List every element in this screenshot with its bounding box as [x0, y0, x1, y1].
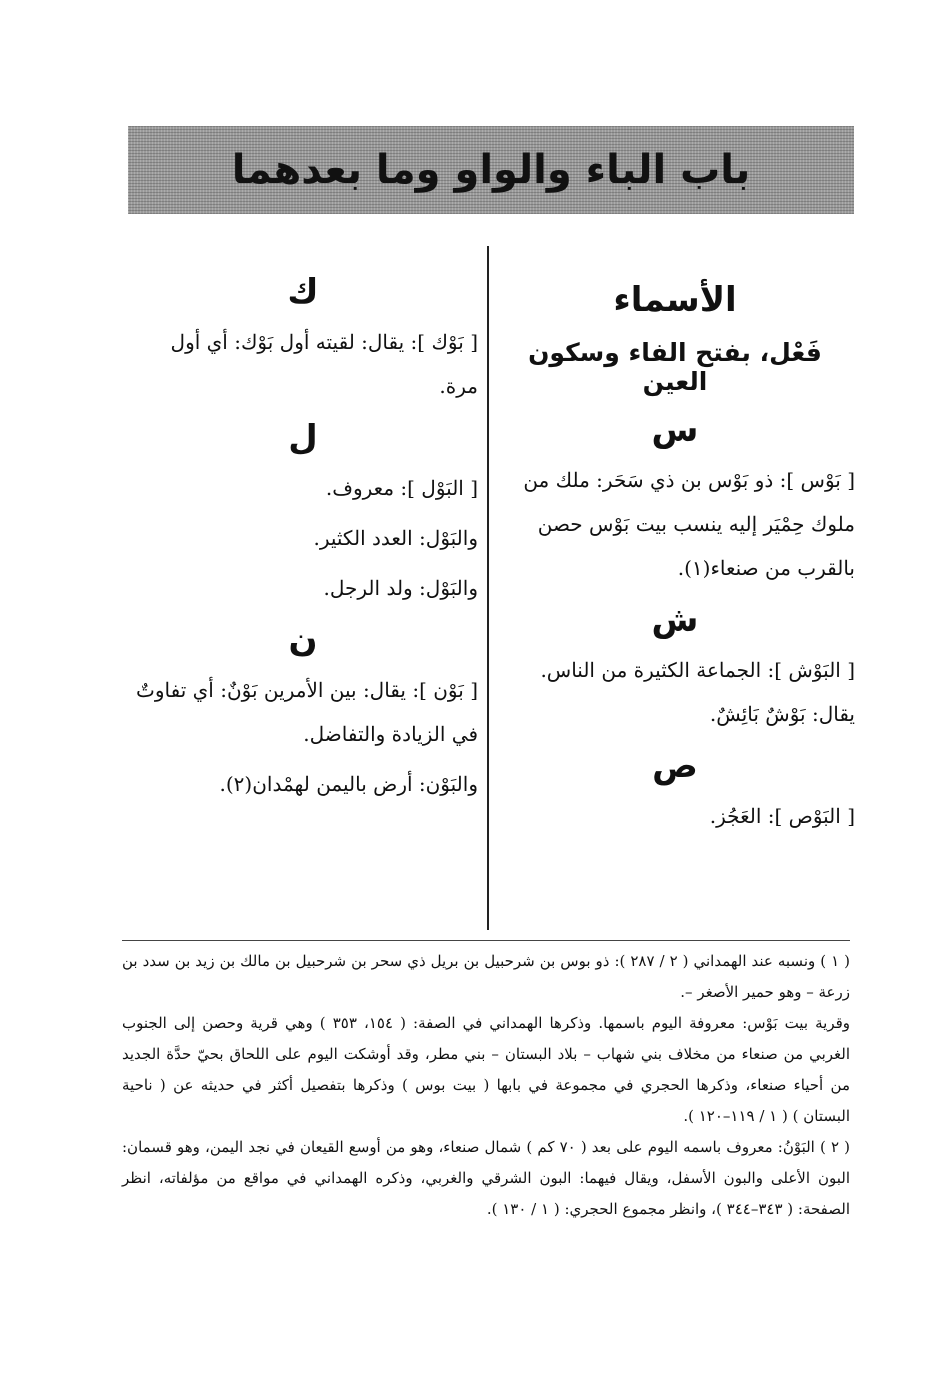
dictionary-entry: والبَوْن: أرض باليمن لهمْدان(٢).	[219, 772, 478, 796]
dictionary-entry: [ البَوْل ]: معروف.	[325, 476, 478, 500]
right-column	[495, 262, 855, 844]
footnote-rule	[122, 940, 850, 941]
footnote: ( ١ ) ونسبه عند الهمداني ( ٢ / ٢٨٧ ): ذو بوس بن شرحبيل بن بريل ذي سحر بن شرحبيل بن مالك بن زيد بن سدد بن زرعة – وهو حمير الأصغر –.	[122, 952, 850, 1001]
letter-heading: ل	[288, 418, 318, 458]
left-column	[128, 262, 478, 812]
dictionary-entry: [ بَوْن ]: يقال: بين الأمرين بَوْنٌ: أي تفاوتٌ في الزيادة والتفاضل.	[136, 678, 478, 746]
dictionary-entry: والبَوْل: ولد الرجل.	[323, 576, 478, 600]
letter-heading: ن	[288, 620, 318, 660]
letter-heading: س	[651, 410, 699, 450]
footnote: ( ٢ ) البَوْنُ: معروف باسمه اليوم على بعد ( ٧٠ كم ) شمال صنعاء، وهو من أوسع القيعان في نجد اليمن، وهو قسمان: البون الأعلى والبون الأسفل، ويقال فيهما: البون الشرقي والغربي، وذكره الهمداني في مواقع من مؤلفاته، انظر الصفحة: ( ٣٤٣–٣٤٤ )، وانظر مجموع الحجري: ( ١ / ١٣٠ ).	[122, 1138, 850, 1218]
section-heading: الأسماء	[613, 280, 737, 320]
dictionary-entry: [ بَوْك ]: يقال: لقيته أول بَوْك: أي أول مرة.	[170, 330, 478, 398]
dictionary-entry: [ البَوْص ]: العَجُز.	[709, 804, 855, 828]
chapter-title: باب الباء والواو وما بعدهما	[231, 147, 751, 193]
column-divider	[487, 246, 489, 930]
letter-heading: ص	[652, 746, 698, 786]
letter-heading: ك	[287, 272, 319, 312]
footnote: وقرية بيت بَوْس: معروفة اليوم باسمها. وذكرها الهمداني في الصفة: ( ١٥٤، ٣٥٣ ) وهي قرية وحصن إلى الجنوب الغربي من صنعاء من مخلاف بني شهاب – بلاد البستان – بني مطر، وقد أوشكت اليوم على اللحاق بحيّ حدَّة الجديد من أحياء صنعاء، وذكرها الحجري في مجموعة في بابها ( بيت بوس ) وذكرها بتفصيل أكثر في حديثه عن ( ناحية البستان ) ( ١ / ١١٩–١٢٠ ).	[122, 1014, 851, 1125]
dictionary-entry: والبَوْل: العدد الكثير.	[313, 526, 478, 550]
dictionary-entry: [ البَوْش ]: الجماعة الكثيرة من الناس. يقال: بَوْشٌ بَائِشٌ.	[540, 658, 855, 726]
section-subheading: فَعْل، بفتح الفاء وسكون العين	[528, 338, 822, 396]
dictionary-entry: [ بَوْس ]: ذو بَوْس بن ذي سَحَر: ملك من ملوك حِمْيَر إليه ينسب بيت بَوْس حصن بالقرب من صنعاء(١).	[523, 468, 855, 580]
chapter-title-banner	[128, 126, 854, 214]
letter-heading: ش	[651, 600, 699, 640]
footnotes	[122, 940, 850, 1225]
